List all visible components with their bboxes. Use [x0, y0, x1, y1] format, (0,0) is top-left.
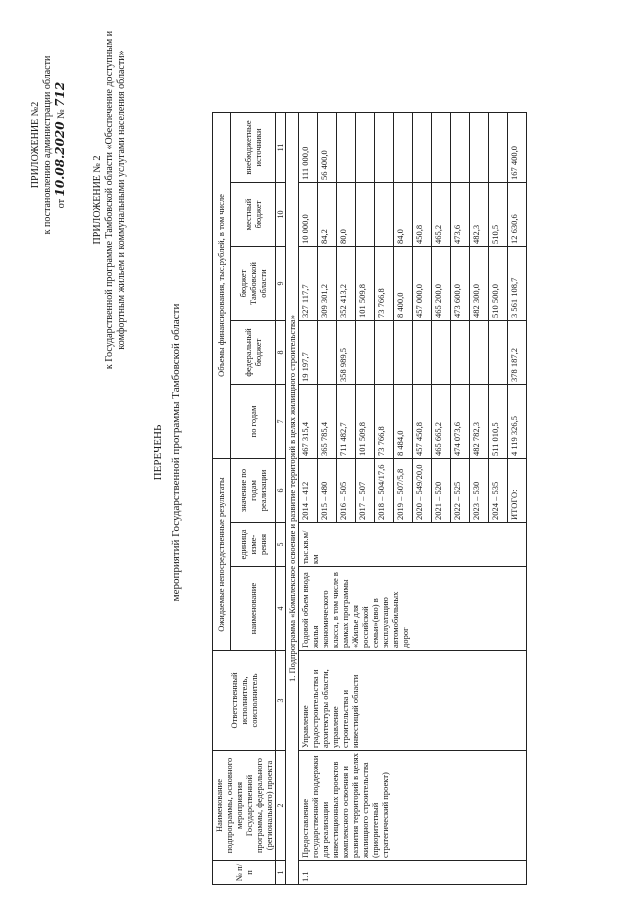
cell-total: 8 484,0 [394, 385, 413, 459]
program-header [92, 15, 128, 385]
decree-date: 10.08.2020 [53, 121, 67, 197]
cell-federal [375, 321, 394, 385]
cell-total: 73 766,8 [375, 385, 394, 459]
cell-extra [432, 113, 451, 183]
table-row [299, 113, 318, 885]
column-number: 11 [276, 113, 286, 183]
cell-extra: 167 400,0 [508, 113, 527, 183]
cell-extra: 56 400,0 [318, 113, 337, 183]
cell-total: 467 315,4 [299, 385, 318, 459]
cell-total: 511 010,5 [489, 385, 508, 459]
header-num: № п/п [213, 861, 276, 885]
appendix-header [30, 25, 68, 265]
cell-value: 2017 – 507 [356, 459, 375, 523]
cell-local: 12 630,6 [508, 183, 527, 247]
cell-extra [451, 113, 470, 183]
column-number: 4 [276, 567, 286, 651]
cell-local [356, 183, 375, 247]
column-number: 3 [276, 651, 286, 751]
cell-federal [318, 321, 337, 385]
cell-regional: 309 301,2 [318, 247, 337, 321]
cell-local: 450,8 [413, 183, 432, 247]
header-local: местный бюджет [230, 183, 275, 247]
cell-federal [470, 321, 489, 385]
cell-total: 365 785,4 [318, 385, 337, 459]
header-expected: Ожидаемые непосредственные результаты [213, 459, 231, 651]
cell-federal [356, 321, 375, 385]
cell-federal [489, 321, 508, 385]
header-by-years: по годам [230, 385, 275, 459]
cell-total: 457 450,8 [413, 385, 432, 459]
cell-regional: 457 000,0 [413, 247, 432, 321]
program-line-1: к Государственной программе Тамбовской области «Обеспечение доступным и [104, 30, 115, 370]
cell-regional: 510 500,0 [489, 247, 508, 321]
cell-extra [489, 113, 508, 183]
header-exp-value: значение по годам реализации [230, 459, 275, 523]
cell-value: 2022 – 525 [451, 459, 470, 523]
document-subtitle: мероприятий Государственной программы Тамбовской области [170, 303, 182, 602]
cell-local: 465,2 [432, 183, 451, 247]
cell-extra [375, 113, 394, 183]
decree-line: к постановлению администрации области [42, 55, 53, 235]
cell-value: 2020 – 549/20,0 [413, 459, 432, 523]
cell-federal [394, 321, 413, 385]
cell-extra [337, 113, 356, 183]
row-measure-name: Предоставление государственной поддержки для реализации инвестиционных проектов комплексного освоения и развития территорий в целях жилищного строительства (приоритетный стратегический проект) [299, 751, 527, 861]
column-number: 9 [276, 247, 286, 321]
cell-regional: 482 300,0 [470, 247, 489, 321]
cell-value: 2024 – 535 [489, 459, 508, 523]
cell-value: 2015 – 480 [318, 459, 337, 523]
appendix-title: ПРИЛОЖЕНИЕ №2 [30, 101, 41, 189]
date-prefix: от [56, 199, 67, 209]
row-number: 1.1 [299, 861, 527, 885]
cell-regional: 8 400,0 [394, 247, 413, 321]
number-prefix: № [56, 109, 67, 119]
cell-extra: 111 000,0 [299, 113, 318, 183]
cell-federal: 378 187,2 [508, 321, 527, 385]
cell-regional: 327 117,7 [299, 247, 318, 321]
column-number: 5 [276, 523, 286, 567]
header-federal: федеральный бюджет [230, 321, 275, 385]
appendix2-title: ПРИЛОЖЕНИЕ № 2 [92, 155, 103, 245]
cell-local: 482,3 [470, 183, 489, 247]
row-result-name: Годовой объем ввода жилья экономического класса, в том числе в рамках программы «Жилье для российской семьи»(вво) в эксплуатацию автомобильных дорог [299, 567, 527, 651]
cell-regional: 352 413,2 [337, 247, 356, 321]
cell-total: 465 665,2 [432, 385, 451, 459]
cell-extra [394, 113, 413, 183]
cell-federal [432, 321, 451, 385]
cell-extra [413, 113, 432, 183]
cell-local: 84,0 [394, 183, 413, 247]
document-title: ПЕРЕЧЕНЬ [152, 424, 164, 481]
cell-federal: 358 989,5 [337, 321, 356, 385]
subprogram-row [286, 113, 299, 885]
header-regional: бюджет Тамбовской области [230, 247, 275, 321]
cell-regional: 73 766,8 [375, 247, 394, 321]
cell-local: 10 000,0 [299, 183, 318, 247]
column-number: 8 [276, 321, 286, 385]
column-number: 7 [276, 385, 286, 459]
cell-federal [451, 321, 470, 385]
cell-total: 101 509,8 [356, 385, 375, 459]
header-name: Наименование подпрограммы, основного мероприятия Государственной программы, федерального (регионального) проекта [213, 751, 276, 861]
column-number: 6 [276, 459, 286, 523]
cell-regional: 3 561 108,7 [508, 247, 527, 321]
row-executor: Управление градостроительства и архитектуры области, управление строительства и инвестиций области [299, 651, 527, 751]
cell-total: 474 073,6 [451, 385, 470, 459]
cell-local [375, 183, 394, 247]
cell-value: 2018 – 504/17,6 [375, 459, 394, 523]
cell-value: 2016 – 505 [337, 459, 356, 523]
cell-value: 2021 – 520 [432, 459, 451, 523]
column-number: 1 [276, 861, 286, 885]
header-exp-name: наименование [230, 567, 275, 651]
cell-local: 80,0 [337, 183, 356, 247]
cell-federal [413, 321, 432, 385]
subprogram-title: 1. Подпрограмма «Комплексное освоение и развитие территорий в целях жилищного строительства» [286, 113, 299, 885]
cell-extra [356, 113, 375, 183]
measures-table [212, 112, 527, 885]
decree-number: 712 [53, 81, 67, 107]
header-extra: внебюджетные источники [230, 113, 275, 183]
cell-local: 510,5 [489, 183, 508, 247]
cell-total: 711 482,7 [337, 385, 356, 459]
cell-regional: 473 600,0 [451, 247, 470, 321]
cell-regional: 465 200,0 [432, 247, 451, 321]
cell-value: 2019 – 507/5,8 [394, 459, 413, 523]
cell-value: 2014 – 412 [299, 459, 318, 523]
column-number: 10 [276, 183, 286, 247]
cell-extra [470, 113, 489, 183]
column-numbers-row [276, 113, 286, 885]
cell-total: 482 782,3 [470, 385, 489, 459]
header-exp-unit: единица изме-рения [230, 523, 275, 567]
decree-date-line [54, 25, 68, 265]
column-number: 2 [276, 751, 286, 861]
cell-federal: 19 197,7 [299, 321, 318, 385]
cell-value: ИТОГО: [508, 459, 527, 523]
header-executor: Ответственный исполнитель, соисполнитель [213, 651, 276, 751]
program-line-2: комфортным жильем и коммунальными услугами населения области» [116, 50, 127, 350]
row-unit: тыс.кв.м/км [299, 523, 527, 567]
cell-local: 84,2 [318, 183, 337, 247]
cell-regional: 101 509,8 [356, 247, 375, 321]
cell-value: 2023 – 530 [470, 459, 489, 523]
cell-total: 4 119 326,5 [508, 385, 527, 459]
cell-local: 473,6 [451, 183, 470, 247]
header-funding: Объемы финансирования, тыс.рублей, в том числе [213, 113, 231, 459]
